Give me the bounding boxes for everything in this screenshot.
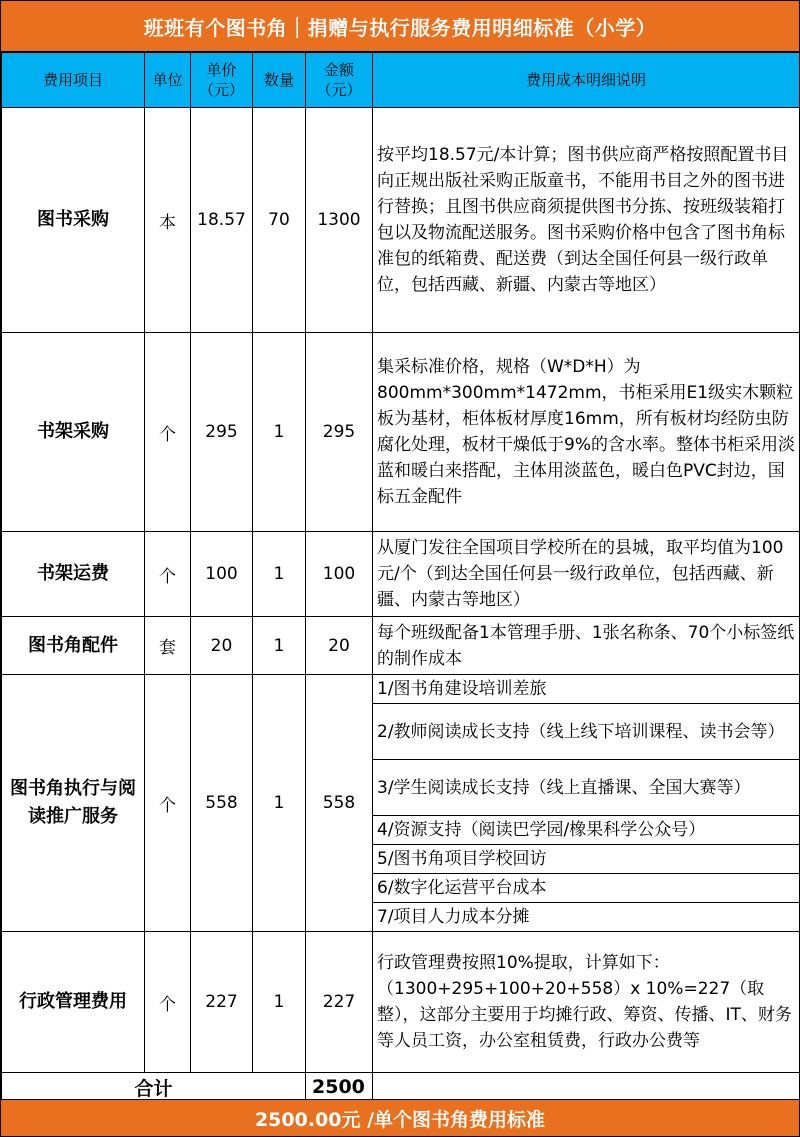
total-label: 合计 bbox=[2, 1073, 306, 1102]
sub-item: 3/学生阅读成长支持（线上直播课、全国大赛等） bbox=[373, 760, 800, 816]
table-row bbox=[2, 108, 800, 333]
row-price: 20 bbox=[191, 617, 253, 675]
row-item: 图书角配件 bbox=[2, 617, 145, 675]
row-price: 100 bbox=[191, 532, 253, 617]
row-item: 行政管理费用 bbox=[2, 932, 145, 1073]
sub-item: 4/资源支持（阅读巴学园/橡果科学公众号） bbox=[373, 816, 800, 845]
total-value: 2500 bbox=[306, 1073, 373, 1102]
header-price-line1: 单价 bbox=[206, 61, 237, 79]
sub-item: 5/图书角项目学校回访 bbox=[373, 845, 800, 874]
header-price-line2: （元） bbox=[198, 81, 244, 99]
table-row bbox=[2, 333, 800, 532]
row-qty: 1 bbox=[253, 675, 306, 932]
header-unit: 单位 bbox=[145, 53, 191, 108]
table-row bbox=[2, 532, 800, 617]
row-unit: 个 bbox=[145, 333, 191, 532]
table-row bbox=[2, 617, 800, 675]
row-desc: 集采标准价格，规格（W*D*H）为800mm*300mm*1472mm，书柜采用E1级实木颗粒板为基材，柜体板材厚度16mm，所有板材均经防虫防腐化处理，板材干燥低于9%的含水率。整体书柜采用淡蓝和暖白来搭配，主体用淡蓝色，暖白色PVC封边，国标五金配件 bbox=[373, 333, 800, 532]
row-item: 书架采购 bbox=[2, 333, 145, 532]
table-row bbox=[2, 932, 800, 1073]
row-desc: 行政管理费按照10%提取，计算如下：（1300+295+100+20+558）x 10%=227（取整），这部分主要用于均摊行政、筹资、传播、IT、财务等人员工资，办公室租赁费，行政办公费等 bbox=[373, 932, 800, 1073]
row-amount: 20 bbox=[306, 617, 373, 675]
row-qty: 1 bbox=[253, 532, 306, 617]
header-desc: 费用成本明细说明 bbox=[373, 53, 800, 108]
row-qty: 1 bbox=[253, 333, 306, 532]
sub-item: 6/数字化运营平台成本 bbox=[373, 874, 800, 903]
row-qty: 70 bbox=[253, 108, 306, 333]
row-item: 图书采购 bbox=[2, 108, 145, 333]
row-price: 558 bbox=[191, 675, 253, 932]
table-row bbox=[2, 675, 800, 704]
row-qty: 1 bbox=[253, 617, 306, 675]
header-item: 费用项目 bbox=[2, 53, 145, 108]
total-desc-empty bbox=[373, 1073, 800, 1102]
header-amount-line1: 金额 bbox=[323, 61, 354, 79]
row-unit: 个 bbox=[145, 675, 191, 932]
row-item: 图书角执行与阅读推广服务 bbox=[2, 675, 145, 932]
page-title: 班班有个图书角｜捐赠与执行服务费用明细标准（小学） bbox=[1, 1, 799, 52]
row-unit: 个 bbox=[145, 532, 191, 617]
row-price: 227 bbox=[191, 932, 253, 1073]
row-amount: 295 bbox=[306, 333, 373, 532]
row-unit: 套 bbox=[145, 617, 191, 675]
footer-banner: 2500.00元 /单个图书角费用标准 bbox=[1, 1099, 799, 1136]
row-unit: 个 bbox=[145, 932, 191, 1073]
header-amount-line2: （元） bbox=[316, 81, 362, 99]
row-qty: 1 bbox=[253, 932, 306, 1073]
sub-item: 7/项目人力成本分摊 bbox=[373, 903, 800, 932]
row-desc: 每个班级配备1本管理手册、1张名称条、70个小标签纸的制作成本 bbox=[373, 617, 800, 675]
row-item: 书架运费 bbox=[2, 532, 145, 617]
row-price: 295 bbox=[191, 333, 253, 532]
row-amount: 100 bbox=[306, 532, 373, 617]
row-amount: 1300 bbox=[306, 108, 373, 333]
row-desc: 从厦门发往全国项目学校所在的县城，取平均值为100元/个（到达全国任何县一级行政单位，包括西藏、新疆、内蒙古等地区） bbox=[373, 532, 800, 617]
sub-item: 1/图书角建设培训差旅 bbox=[373, 675, 800, 704]
header-amount bbox=[306, 53, 373, 108]
row-price: 18.57 bbox=[191, 108, 253, 333]
row-amount: 227 bbox=[306, 932, 373, 1073]
row-amount: 558 bbox=[306, 675, 373, 932]
table-header-row bbox=[2, 53, 800, 108]
sub-item: 2/教师阅读成长支持（线上线下培训课程、读书会等） bbox=[373, 704, 800, 760]
header-price bbox=[191, 53, 253, 108]
cost-table bbox=[1, 52, 800, 1102]
row-unit: 本 bbox=[145, 108, 191, 333]
header-qty: 数量 bbox=[253, 53, 306, 108]
row-desc: 按平均18.57元/本计算；图书供应商严格按照配置书目向正规出版社采购正版童书，不能用书目之外的图书进行替换；且图书供应商须提供图书分拣、按班级装箱打包以及物流配送服务。图书采购价格中包含了图书角标准包的纸箱费、配送费（到达全国任何县一级行政单位，包括西藏、新疆、内蒙古等地区） bbox=[373, 108, 800, 333]
total-row bbox=[2, 1073, 800, 1102]
